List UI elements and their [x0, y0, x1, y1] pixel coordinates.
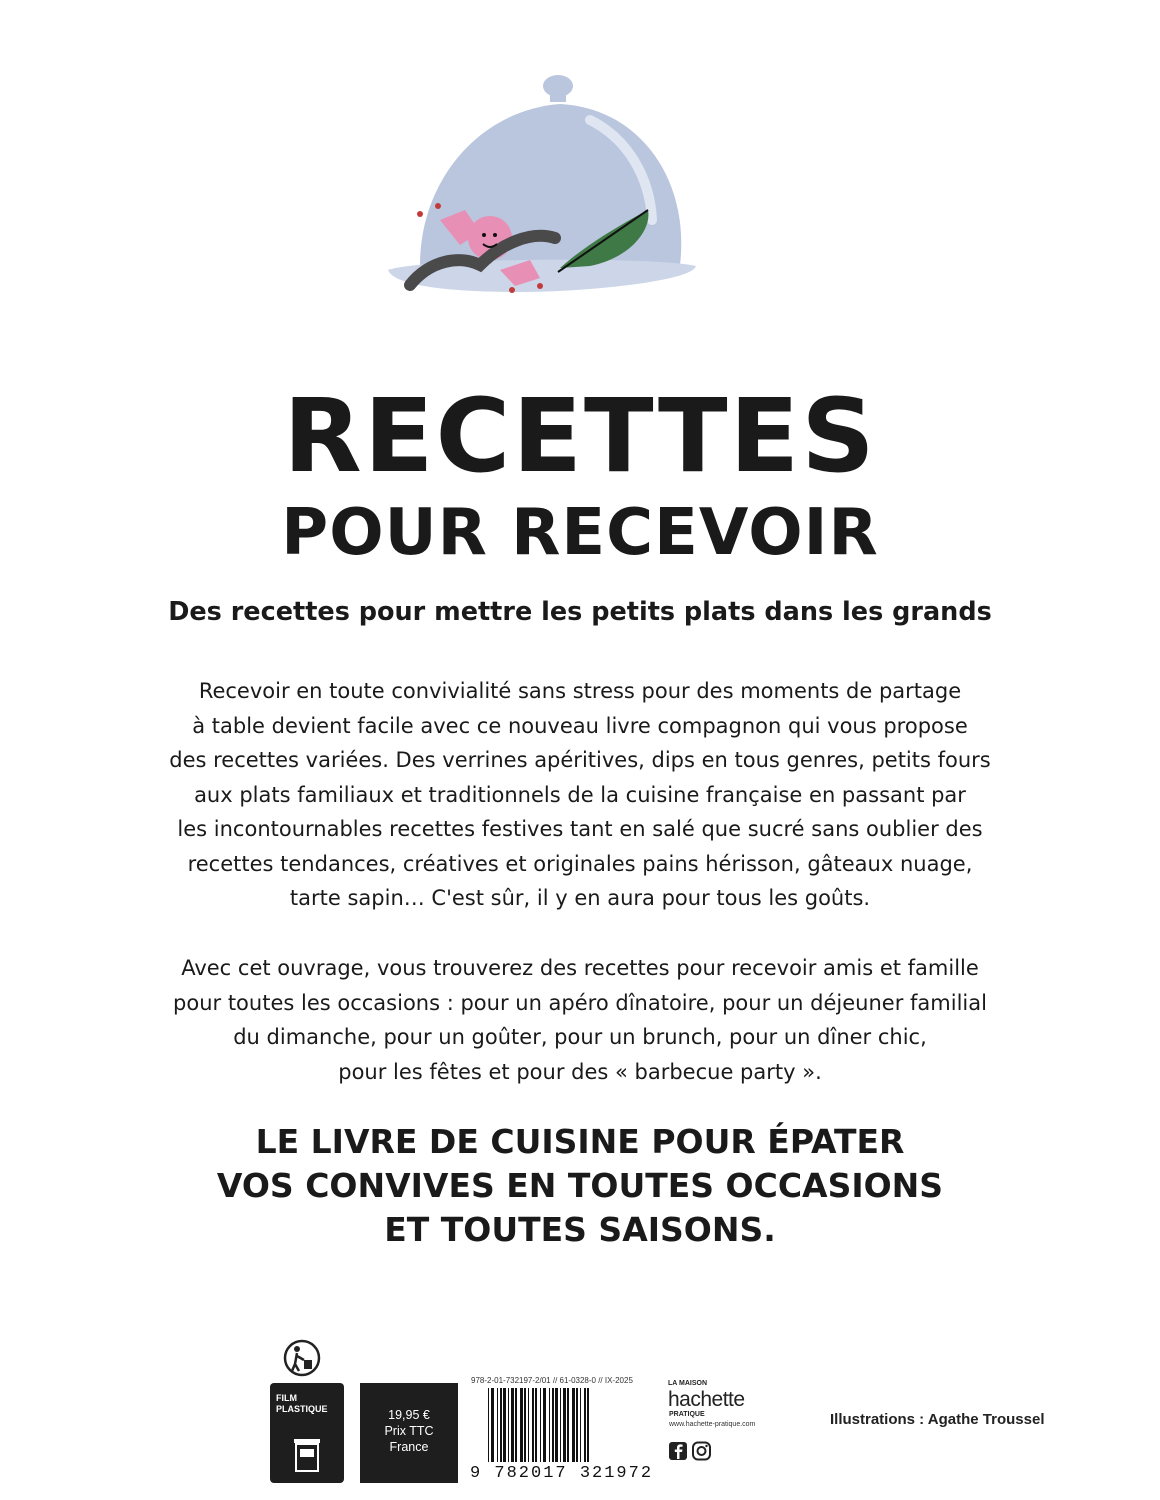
paragraph-line: des recettes variées. Des verrines apéritives, dips en tous genres, petits fours	[169, 748, 991, 772]
barcode-bar	[555, 1388, 558, 1462]
publisher-subbrand: PRATIQUE	[669, 1411, 705, 1418]
barcode-bar	[508, 1388, 509, 1462]
barcode-bar	[580, 1388, 581, 1462]
publisher-logo: hachette	[668, 1388, 745, 1411]
description-paragraph-2	[40, 951, 1120, 1089]
barcode-bar	[500, 1388, 502, 1462]
paragraph-line: aux plats familiaux et traditionnels de la cuisine française en passant par	[194, 782, 966, 807]
barcode-bar	[535, 1388, 537, 1462]
recycling-bin-icon	[292, 1435, 322, 1473]
paragraph-line: Recevoir en toute convivialité sans stress pour des moments de partage	[198, 679, 962, 703]
barcode-bar	[587, 1388, 589, 1462]
barcode-bar	[520, 1388, 523, 1462]
tagline	[0, 1120, 1160, 1252]
price-country: France	[389, 1440, 429, 1454]
subtitle: Des recettes pour mettre les petits plats dans les grands	[168, 597, 992, 627]
cloche-dish-illustration	[380, 60, 700, 310]
illustration-credits: Illustrations : Agathe Troussel	[830, 1411, 1045, 1428]
paragraph-line: tarte sapin… C'est sûr, il y en aura pour tous les goûts.	[289, 886, 871, 910]
film-plastique-badge	[270, 1383, 344, 1483]
film-label-line-1: FILM	[276, 1393, 297, 1403]
isbn-reference: 978-2-01-732197-2/01 // 61-0328-0 // IX-2025	[471, 1376, 633, 1385]
paragraph-line: pour les fêtes et pour des « barbecue party ».	[338, 1059, 822, 1084]
film-label-line-2: PLASTIQUE	[276, 1404, 328, 1414]
paragraph-line: du dimanche, pour un goûter, pour un brunch, pour un dîner chic,	[233, 1025, 927, 1049]
title-line-2: POUR RECEVOIR	[281, 496, 879, 570]
barcode-bar	[503, 1388, 506, 1462]
barcode-bar	[549, 1388, 550, 1462]
barcode-bar	[572, 1388, 575, 1462]
publisher-tagline: LA MAISON	[668, 1380, 708, 1387]
barcode-bar	[552, 1388, 554, 1462]
barcode-bar	[543, 1388, 546, 1462]
tagline-line: VOS CONVIVES EN TOUTES OCCASIONS	[216, 1166, 944, 1205]
paragraph-line: les incontournables recettes festives tant en salé que sucré sans oublier des	[177, 817, 983, 841]
isbn-number: 9 782017 321972	[470, 1464, 654, 1483]
barcode	[486, 1388, 662, 1462]
barcode-bar	[488, 1388, 489, 1462]
paragraph-line: à table devient facile avec ce nouveau livre compagnon qui vous propose	[192, 713, 968, 738]
title-line-1: RECETTES	[283, 377, 877, 496]
barcode-bar	[491, 1388, 494, 1462]
barcode-bar	[576, 1388, 578, 1462]
film-label	[276, 1393, 338, 1415]
barcode-bar	[540, 1388, 541, 1462]
publisher-url: www.hachette-pratique.com	[669, 1421, 756, 1428]
price-label: Prix TTC	[384, 1424, 434, 1438]
paragraph-line: Avec cet ouvrage, vous trouverez des recettes pour recevoir amis et famille	[181, 956, 979, 980]
barcode-bar	[528, 1388, 529, 1462]
barcode-bar	[532, 1388, 534, 1462]
tagline-line: ET TOUTES SAISONS.	[384, 1210, 776, 1249]
barcode-bar	[515, 1388, 517, 1462]
tagline-line: LE LIVRE DE CUISINE POUR ÉPATER	[255, 1122, 905, 1161]
paragraph-line: pour toutes les occasions : pour un apéro dînatoire, pour un déjeuner familial	[173, 990, 987, 1015]
barcode-bar	[563, 1388, 566, 1462]
barcode-bar	[560, 1388, 561, 1462]
barcode-bar	[584, 1388, 586, 1462]
description-paragraph-1	[40, 674, 1120, 916]
social-icons	[668, 1440, 716, 1462]
barcode-bar	[497, 1388, 498, 1462]
facebook-icon	[669, 1442, 687, 1460]
recycle-person-icon	[282, 1338, 322, 1378]
price-amount: 19,95 €	[388, 1408, 430, 1422]
paragraph-line: recettes tendances, créatives et originales pains hérisson, gâteaux nuage,	[187, 851, 973, 876]
barcode-bar	[524, 1388, 526, 1462]
instagram-icon	[693, 1443, 710, 1460]
barcode-bar	[567, 1388, 569, 1462]
price-box	[360, 1383, 458, 1483]
barcode-bar	[511, 1388, 514, 1462]
